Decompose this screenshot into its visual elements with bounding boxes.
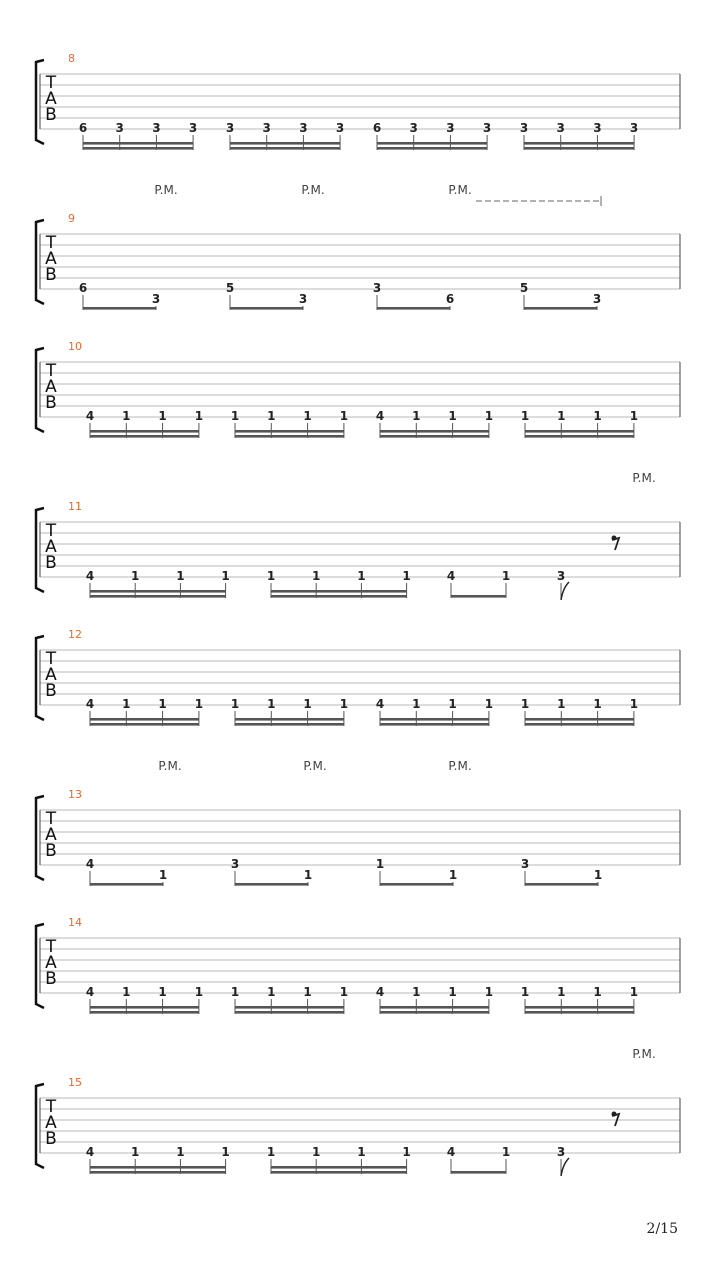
fret-number: 1 (593, 409, 602, 423)
fret-number: 1 (266, 569, 276, 583)
palm-mute-label: P.M. (301, 183, 325, 197)
fret-number: 1 (312, 569, 321, 583)
beam (83, 142, 193, 145)
palm-mute-label: P.M. (158, 759, 182, 773)
note-group (231, 409, 348, 438)
fret-number: 1 (520, 985, 530, 999)
beam (525, 883, 598, 886)
note-group (447, 1145, 510, 1174)
fret-number: 3 (556, 569, 566, 583)
fret-number: 1 (303, 868, 313, 882)
note-group (267, 1145, 411, 1174)
beam (235, 1006, 344, 1009)
tab-clef-letter: B (45, 969, 57, 989)
note-group (231, 985, 348, 1014)
tab-clef-letter: T (45, 521, 57, 541)
tab-clef-letter: T (45, 73, 57, 93)
fret-number: 1 (339, 697, 349, 711)
note-group (86, 409, 203, 438)
beam (235, 883, 308, 886)
note-group (86, 697, 203, 726)
fret-number: 1 (357, 1145, 366, 1159)
fret-number: 4 (375, 409, 385, 423)
fret-number: 3 (115, 121, 124, 135)
beam (235, 1011, 344, 1014)
fret-number: 6 (372, 121, 382, 135)
fret-number: 5 (225, 281, 235, 295)
beam (90, 718, 199, 721)
note-group (557, 536, 619, 601)
fret-number: 1 (448, 985, 457, 999)
fret-number: 1 (267, 697, 276, 711)
fret-number: 1 (557, 985, 566, 999)
beam (525, 1011, 634, 1014)
palm-mute-label: P.M. (632, 1047, 656, 1061)
tab-clef-letter: B (45, 553, 57, 573)
beam (525, 435, 634, 438)
note-group (226, 121, 344, 150)
fret-number: 1 (484, 409, 494, 423)
beam (524, 142, 634, 145)
note-group (521, 697, 638, 726)
note-group (520, 281, 601, 310)
beam (230, 147, 340, 150)
fret-number: 3 (188, 121, 198, 135)
tab-system-8 (36, 52, 680, 150)
palm-mute-label: P.M. (448, 183, 472, 197)
beam (525, 718, 634, 721)
beam (83, 147, 193, 150)
tab-clef-letter: A (45, 249, 57, 269)
tab-clef-letter: T (45, 1097, 57, 1117)
palm-mute-label: P.M. (448, 759, 472, 773)
fret-number: 1 (176, 569, 185, 583)
note-group (521, 985, 638, 1014)
tab-clef-letter: T (45, 649, 57, 669)
fret-number: 1 (221, 1145, 230, 1159)
beam (377, 307, 450, 310)
fret-number: 1 (194, 697, 204, 711)
beam (380, 723, 489, 726)
palm-mute-label: P.M. (303, 759, 327, 773)
fret-number: 1 (448, 409, 457, 423)
beam (524, 307, 597, 310)
beam (377, 147, 487, 150)
beam (90, 590, 226, 593)
beam (451, 1171, 506, 1174)
tab-system-10 (36, 340, 680, 438)
fret-number: 3 (446, 121, 455, 135)
fret-number: 3 (593, 121, 602, 135)
beam (230, 142, 340, 145)
fret-number: 3 (592, 292, 602, 306)
fret-number: 1 (158, 409, 167, 423)
tab-system-14 (36, 916, 680, 1014)
fret-number: 6 (445, 292, 455, 306)
fret-number: 1 (629, 409, 639, 423)
beam (90, 1011, 199, 1014)
fret-number: 3 (230, 857, 240, 871)
note-group (521, 409, 638, 438)
note-group (376, 857, 457, 886)
fret-number: 1 (194, 985, 204, 999)
fret-number: 1 (402, 1145, 411, 1159)
tab-clef-letter: B (45, 393, 57, 413)
fret-number: 3 (482, 121, 492, 135)
note-group (231, 857, 312, 886)
fret-number: 1 (176, 1145, 185, 1159)
note-group (79, 281, 160, 310)
fret-number: 3 (520, 857, 530, 871)
tab-clef-letter: B (45, 105, 57, 125)
fret-number: 3 (152, 121, 161, 135)
fret-number: 3 (519, 121, 529, 135)
beam (271, 1171, 407, 1174)
note-group (86, 985, 203, 1014)
fret-number: 1 (230, 697, 240, 711)
fret-number: 1 (339, 409, 349, 423)
note-group (226, 281, 307, 310)
fret-number: 1 (194, 409, 204, 423)
note-flag (561, 1158, 569, 1176)
fret-number: 1 (520, 697, 530, 711)
fret-number: 1 (122, 985, 131, 999)
fret-number: 1 (448, 868, 458, 882)
note-group (447, 569, 510, 598)
measure-number: 12 (68, 628, 82, 641)
fret-number: 5 (519, 281, 529, 295)
beam (380, 430, 489, 433)
beam (90, 435, 199, 438)
note-group (373, 281, 454, 310)
fret-number: 1 (501, 569, 511, 583)
tab-clef-letter: A (45, 89, 57, 109)
beam (377, 142, 487, 145)
note-group (376, 985, 493, 1014)
tab-clef-letter: A (45, 377, 57, 397)
note-group (376, 697, 493, 726)
fret-number: 1 (303, 697, 312, 711)
beam (235, 723, 344, 726)
fret-number: 1 (131, 1145, 140, 1159)
note-group (520, 121, 638, 150)
fret-number: 1 (412, 409, 421, 423)
fret-number: 1 (557, 697, 566, 711)
tab-clef-letter: T (45, 937, 57, 957)
fret-number: 4 (85, 409, 95, 423)
fret-number: 1 (520, 409, 530, 423)
beam (525, 1006, 634, 1009)
fret-number: 1 (122, 409, 131, 423)
tab-system-11 (36, 471, 680, 600)
fret-number: 3 (556, 121, 565, 135)
tab-clef-letter: A (45, 1113, 57, 1133)
tab-system-13 (36, 759, 680, 886)
fret-number: 4 (85, 697, 95, 711)
fret-number: 1 (412, 697, 421, 711)
tab-clef-letter: T (45, 361, 57, 381)
measure-number: 8 (68, 52, 75, 65)
note-group (79, 121, 197, 150)
beam (524, 147, 634, 150)
fret-number: 3 (409, 121, 418, 135)
fret-number: 1 (375, 857, 385, 871)
measure-number: 9 (68, 212, 75, 225)
beam (380, 1011, 489, 1014)
fret-number: 1 (593, 985, 602, 999)
beam (83, 307, 156, 310)
fret-number: 1 (484, 985, 494, 999)
fret-number: 4 (85, 569, 95, 583)
fret-number: 3 (629, 121, 639, 135)
fret-number: 1 (484, 697, 494, 711)
beam (380, 1006, 489, 1009)
fret-number: 3 (556, 1145, 566, 1159)
fret-number: 4 (85, 1145, 95, 1159)
fret-number: 1 (448, 697, 457, 711)
beam (380, 883, 453, 886)
note-group (86, 1145, 230, 1174)
beam (90, 595, 226, 598)
fret-number: 1 (501, 1145, 511, 1159)
note-group (373, 121, 491, 150)
fret-number: 3 (335, 121, 345, 135)
beam (90, 430, 199, 433)
fret-number: 4 (85, 985, 95, 999)
tab-clef-letter: A (45, 537, 57, 557)
fret-number: 3 (225, 121, 235, 135)
tab-clef-letter: B (45, 265, 57, 285)
measure-number: 11 (68, 500, 82, 513)
beam (235, 718, 344, 721)
beam (451, 595, 506, 598)
note-group (376, 409, 493, 438)
page-number: 2/15 (646, 1221, 678, 1237)
tab-clef-letter: T (45, 809, 57, 829)
fret-number: 1 (412, 985, 421, 999)
palm-mute-label: P.M. (632, 471, 656, 485)
fret-number: 1 (557, 409, 566, 423)
fret-number: 1 (266, 1145, 276, 1159)
fret-number: 1 (122, 697, 131, 711)
beam (90, 1006, 199, 1009)
fret-number: 1 (230, 409, 240, 423)
fret-number: 4 (446, 1145, 456, 1159)
beam (90, 723, 199, 726)
beam (235, 435, 344, 438)
fret-number: 1 (303, 409, 312, 423)
beam (271, 1166, 407, 1169)
fret-number: 1 (629, 985, 639, 999)
fret-number: 3 (298, 292, 308, 306)
tab-clef-letter: A (45, 953, 57, 973)
tab-system-9 (36, 183, 680, 310)
fret-number: 1 (267, 985, 276, 999)
fret-number: 1 (230, 985, 240, 999)
note-group (86, 857, 167, 886)
fret-number: 1 (221, 569, 230, 583)
note-group (267, 569, 411, 598)
beam (235, 430, 344, 433)
fret-number: 4 (375, 985, 385, 999)
tab-system-12 (36, 628, 680, 726)
fret-number: 4 (446, 569, 456, 583)
measure-number: 10 (68, 340, 82, 353)
note-group (521, 857, 602, 886)
fret-number: 1 (402, 569, 411, 583)
beam (525, 430, 634, 433)
tab-clef-letter: B (45, 841, 57, 861)
fret-number: 3 (262, 121, 271, 135)
beam (271, 595, 407, 598)
fret-number: 4 (85, 857, 95, 871)
tab-clef-letter: B (45, 1129, 57, 1149)
fret-number: 1 (593, 697, 602, 711)
fret-number: 1 (312, 1145, 321, 1159)
measure-number: 13 (68, 788, 82, 801)
fret-number: 1 (593, 868, 603, 882)
tab-clef-letter: T (45, 233, 57, 253)
fret-number: 1 (131, 569, 140, 583)
fret-number: 1 (629, 697, 639, 711)
note-group (557, 1112, 619, 1177)
tab-clef-letter: A (45, 825, 57, 845)
fret-number: 1 (303, 985, 312, 999)
fret-number: 1 (158, 868, 168, 882)
tab-clef-letter: B (45, 681, 57, 701)
beam (525, 723, 634, 726)
measure-number: 15 (68, 1076, 82, 1089)
fret-number: 4 (375, 697, 385, 711)
beam (90, 1166, 226, 1169)
fret-number: 6 (78, 281, 88, 295)
note-group (231, 697, 348, 726)
fret-number: 3 (299, 121, 308, 135)
beam (380, 718, 489, 721)
fret-number: 3 (151, 292, 161, 306)
measure-number: 14 (68, 916, 82, 929)
fret-number: 3 (372, 281, 382, 295)
tab-system-15 (36, 1047, 680, 1176)
beam (90, 883, 163, 886)
beam (90, 1171, 226, 1174)
fret-number: 1 (158, 985, 167, 999)
note-group (86, 569, 230, 598)
fret-number: 1 (357, 569, 366, 583)
note-flag (561, 582, 569, 600)
palm-mute-label: P.M. (154, 183, 178, 197)
fret-number: 1 (339, 985, 349, 999)
fret-number: 6 (78, 121, 88, 135)
beam (271, 590, 407, 593)
fret-number: 1 (267, 409, 276, 423)
beam (380, 435, 489, 438)
beam (230, 307, 303, 310)
tab-clef-letter: A (45, 665, 57, 685)
fret-number: 1 (158, 697, 167, 711)
